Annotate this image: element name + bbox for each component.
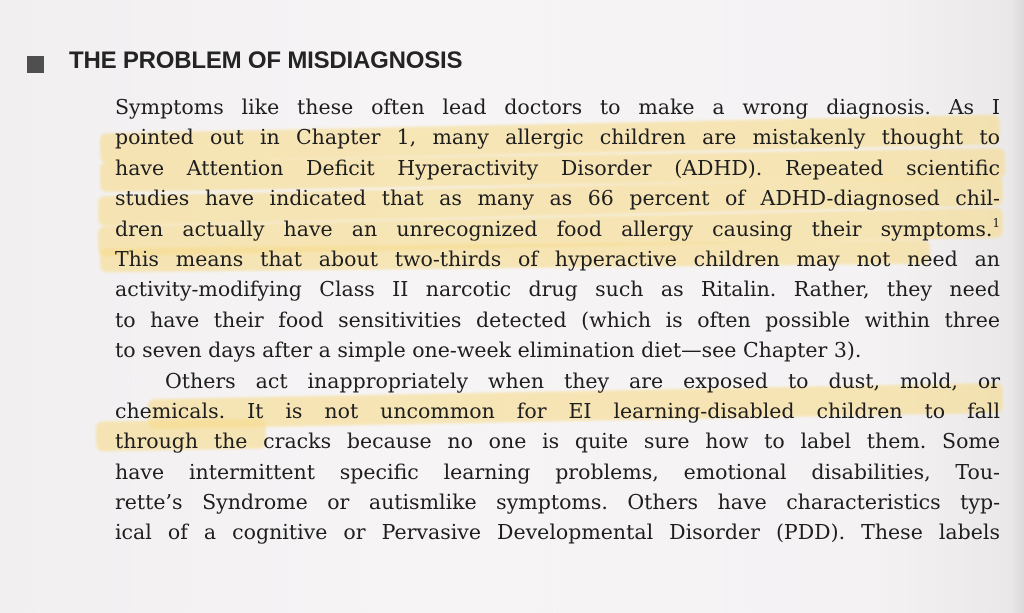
text-line: through the cracks because no one is quite sure how to label them. Some bbox=[115, 429, 1000, 454]
section-bullet bbox=[27, 56, 44, 73]
page-edge-shadow bbox=[1010, 0, 1024, 613]
text-line: rette’s Syndrome or autismlike symptoms. Others have characteristics typ- bbox=[115, 490, 1000, 515]
text-line: dren actually have an unrecognized food allergy causing their symptoms. bbox=[115, 216, 993, 241]
text-line-with-footnote bbox=[115, 214, 1000, 244]
text-line: ical of a cognitive or Pervasive Developmental Disorder (PDD). These labels bbox=[115, 520, 1000, 545]
text-line: Symptoms like these often lead doctors to make a wrong diagnosis. As I bbox=[115, 95, 1000, 119]
paragraph-2 bbox=[115, 366, 1000, 548]
text-line: This means that about two-thirds of hyperactive children may not need an bbox=[115, 246, 1000, 271]
text-line: have Attention Deficit Hyperactivity Disorder (ADHD). Repeated scientific bbox=[115, 155, 1000, 180]
text-line: chemicals. It is not uncommon for EI learning-disabled children to fall bbox=[115, 398, 1000, 423]
text-line: to have their food sensitivities detected (which is often possible within three bbox=[115, 307, 1000, 332]
text-line: have intermittent specific learning problems, emotional disabilities, Tou- bbox=[115, 459, 1000, 484]
text-line: to seven days after a simple one-week elimination diet—see Chapter 3). bbox=[115, 338, 862, 363]
text-line: studies have indicated that as many as 66 percent of ADHD-diagnosed chil- bbox=[115, 186, 1000, 211]
footnote-marker: 1 bbox=[992, 215, 1000, 230]
text-line: Others act inappropriately when they are exposed to dust, mold, or bbox=[165, 368, 1000, 393]
body-text bbox=[115, 92, 1000, 548]
text-line: pointed out in Chapter 1, many allergic children are mistakenly thought to bbox=[115, 125, 1000, 150]
text-line: activity-modifying Class II narcotic drug such as Ritalin. Rather, they need bbox=[115, 277, 1000, 302]
paragraph-1 bbox=[115, 92, 1000, 366]
section-heading: THE PROBLEM OF MISDIAGNOSIS bbox=[69, 47, 463, 74]
